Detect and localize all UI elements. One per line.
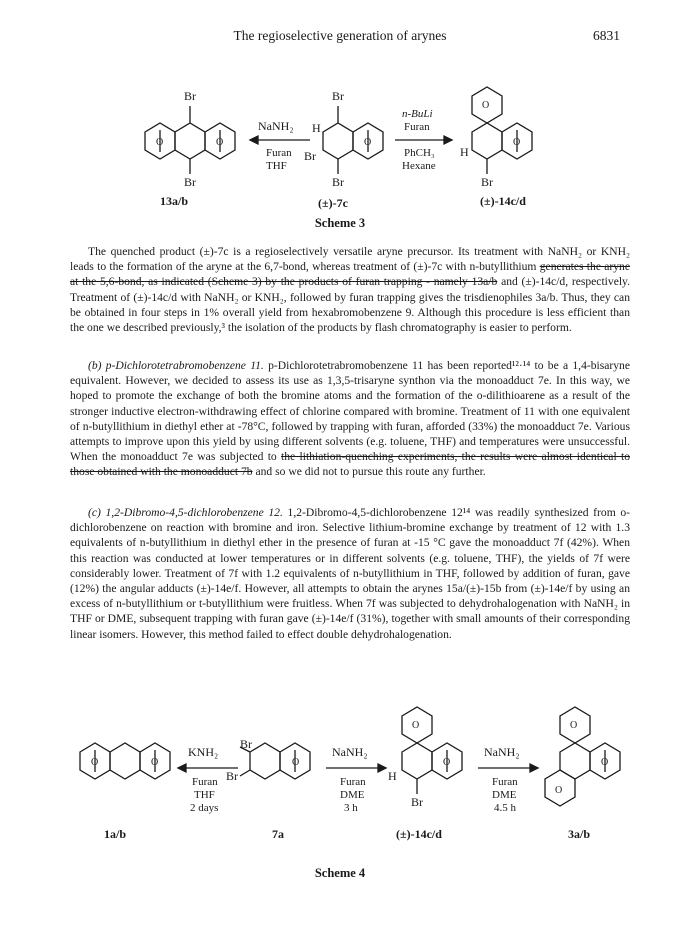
a3-below1: Furan [492, 776, 518, 788]
c7-label: (±)-7c [318, 196, 348, 210]
svg-text:O: O [482, 100, 490, 111]
c7a-br-top: Br [240, 737, 252, 751]
c7-h: H [312, 121, 321, 135]
a2-below3: 3 h [344, 802, 358, 814]
p1-text: The quenched product (±)-7c is a regioselectively versatile aryne precursor. Its treatment with NaNH₂ or KNH₂ leads to the formation of the aryne at the 6,7-bond, whereas treatment of (±)-7c with n-butyllithium [70, 245, 630, 274]
svg-text:O: O [151, 757, 159, 768]
p3-heading: (c) 1,2-Dibromo-4,5-dichlorobenzene 12. [88, 506, 283, 519]
svg-text:O: O [364, 137, 372, 148]
svg-text:O: O [91, 757, 99, 768]
page-number: 6831 [593, 28, 620, 43]
arrow-right-below1: PhCH₃ [404, 147, 435, 159]
c14-label: (±)-14c/d [480, 194, 526, 208]
svg-text:O: O [570, 720, 578, 731]
arrow-right-above2: Furan [404, 121, 430, 133]
c1-label: 1a/b [104, 827, 127, 841]
svg-text:O: O [156, 137, 164, 148]
c3-label: 3a/b [568, 827, 591, 841]
svg-text:O: O [601, 757, 609, 768]
arrow-left-below1: Furan [266, 147, 292, 159]
p1-struck-text: generates the aryne at the 5,6-bond, as indicated (Scheme 3) by the products of furan trapping - namely 13a/b [70, 260, 631, 289]
a1-above: KNH₂ [188, 745, 219, 759]
a2-below1: Furan [340, 776, 366, 788]
arrow-right-below2: Hexane [402, 160, 436, 172]
p1-rest-text: and (±)-14c/d, respectively. Treatment of (±)-14c/d with NaNH₂ or KNH₂, followed by furan trapping gives the trisdienophiles 3a/b. Thus, they can be obtained in four steps in 1% overall yield from hexabromobenzene 9. Although this procedure is less efficient than the one we described previously,³ the isolation of the products by flash chromatography is easier to perform. [70, 275, 630, 335]
a1-below3: 2 days [190, 802, 219, 814]
c14-s4-label: (±)-14c/d [396, 827, 442, 841]
compound-14cd-s4-structure [402, 707, 462, 794]
a3-below2: DME [492, 789, 517, 801]
a1-below1: Furan [192, 776, 218, 788]
c13-label: 13a/b [160, 194, 189, 208]
svg-text:O: O [412, 720, 420, 731]
c7-br-left: Br [304, 149, 316, 163]
arrow-right-above1: n-BuLi [402, 108, 433, 120]
p2-heading: (b) p-Dichlorotetrabromobenzene 11. [88, 359, 264, 372]
arrow-left-above: NaNH₂ [258, 119, 294, 133]
c14-br-bottom: Br [481, 175, 493, 189]
scheme-3-title: Scheme 3 [314, 216, 366, 230]
svg-text:O: O [513, 137, 521, 148]
a2-above: NaNH₂ [332, 745, 368, 759]
c14-h: H [460, 145, 469, 159]
c13-br-bottom: Br [184, 175, 196, 189]
a3-below3: 4.5 h [494, 802, 516, 814]
compound-14cd-structure [472, 87, 532, 174]
a1-below2: THF [194, 789, 215, 801]
c14-s4-h: H [388, 769, 397, 783]
p2-struck-text: the lithiation-quenching experiments, the results were almost identical to those obtained with the monoadduct 7b [70, 450, 630, 479]
scheme-3-diagram [0, 70, 680, 220]
a2-below2: DME [340, 789, 365, 801]
svg-text:O: O [555, 785, 563, 796]
c13-br-top: Br [184, 89, 196, 103]
scheme-4-diagram [0, 690, 680, 860]
arrow-left-below2: THF [266, 160, 287, 172]
paragraph-3 [70, 505, 630, 642]
a3-above: NaNH₂ [484, 745, 520, 759]
p2-text: p-Dichlorotetrabromobenzene 11 has been reported¹²·¹⁴ to be a 1,4-bisaryne equivalent. However, we decided to assess its use as 1,3,5-trisaryne synthon via the monoadduct 7e. In this way, we hoped to promote the exchange of both the bromine atoms and the formation of the o-dilithioarene as a result of the stronger inductive electron-withdrawing effect of chlorine compared with bromine. Treatment of 11 with one equivalent of n-butyllithium in diethyl ether at -78°C, followed by trapping with furan, afforded (33%) the monoadduct 7e. Various attempts to improve upon this yield by using different solvents (e.g. toluene, THF) and temperatures were unsuccessful. When the monoadduct 7e was subjected to [70, 359, 631, 464]
p2-rest-text: and so we did not to pursue this route any further. [255, 465, 486, 479]
c7-br-top: Br [332, 89, 344, 103]
p3-text: 1,2-Dibromo-4,5-dichlorobenzene 12¹⁴ was readily synthesized from o-dichlorobenzene on reaction with bromine and iron. Selective lithium-bromine exchange by treatment of 12 with 1.3 equivalents of n-butyllithium in diethyl ether in the presence of furan at -15 °C gave the monoadduct 7f (42%). When this reaction was conducted at lower temperatures or in different solvents (e.g. toluene, THF), the yields of 7f were considerably lower. Treatment of 7f with 1.2 equivalents of n-butyllithium in THF, followed by addition of furan, gave (12%) the angular adducts (±)-14e/f. However, all attempts to obtain the arynes 15a/(±)-15b from (±)-14e/f by using an excess of n-butyllithium or t-butyllithium were fruitless. When 7f was subjected to dehydrohalogenation with NaNH₂ in THF or DME, subsequent trapping with furan gave (±)-14e/f (31%), together with small amounts of their corresponding linear isomers. However, this method failed to effect double dehydrohalogenation. [70, 506, 631, 641]
c7a-label: 7a [272, 827, 284, 841]
scheme-4-title: Scheme 4 [314, 866, 366, 880]
svg-text:O: O [216, 137, 224, 148]
svg-text:O: O [443, 757, 451, 768]
c14-s4-br: Br [411, 795, 423, 809]
paragraph-2 [70, 358, 630, 480]
c7a-br-left: Br [226, 769, 238, 783]
running-title: The regioselective generation of arynes [233, 28, 447, 43]
c7-br-bottom: Br [332, 175, 344, 189]
paragraph-1 [70, 244, 630, 335]
svg-text:O: O [292, 757, 300, 768]
compound-7c-structure [323, 106, 383, 174]
